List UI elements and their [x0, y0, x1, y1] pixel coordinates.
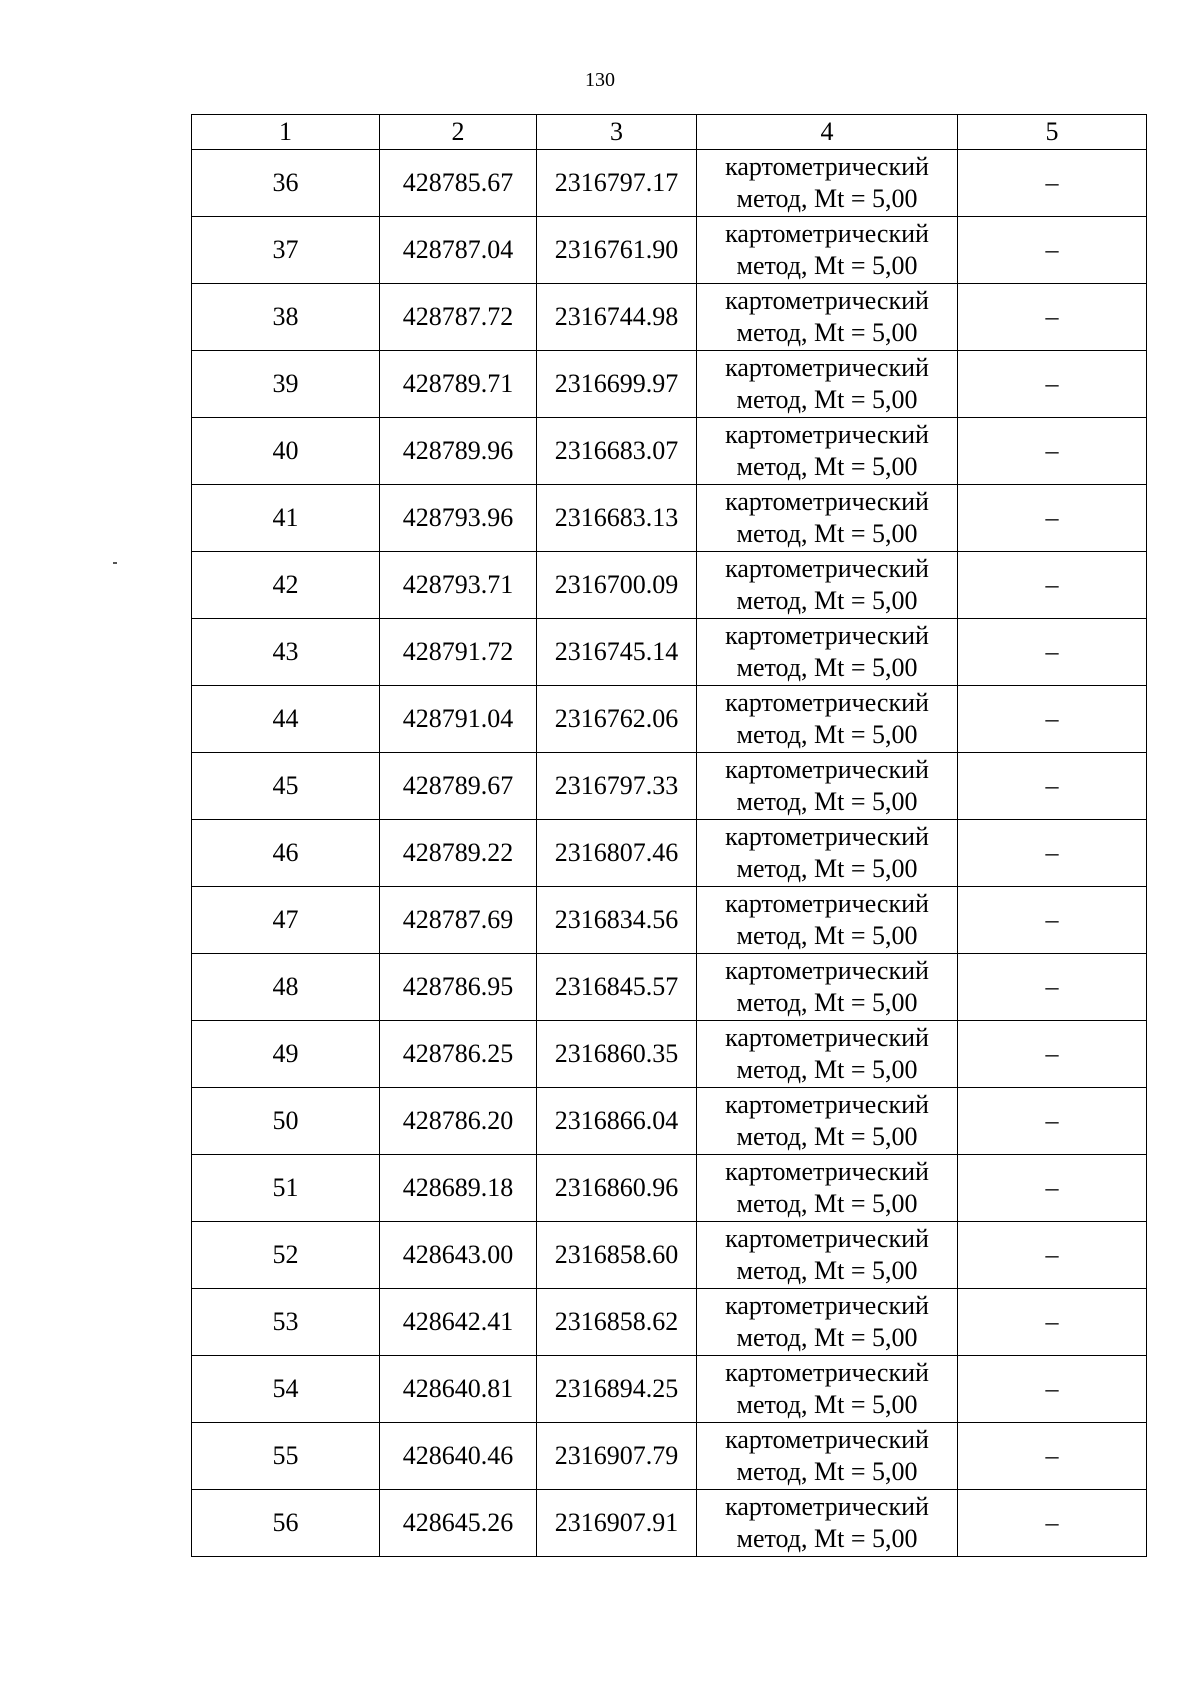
table-row [192, 887, 1147, 954]
method-line-1: картометрический [725, 822, 929, 851]
note-cell: – [958, 284, 1147, 351]
table-row [192, 418, 1147, 485]
method-line-2: метод, Mt = 5,00 [736, 1457, 918, 1486]
x-coordinate-cell: 428785.67 [380, 150, 537, 217]
method-cell [697, 1021, 958, 1088]
method-cell [697, 217, 958, 284]
column-number-cell: 2 [380, 115, 537, 150]
method-line-2: метод, Mt = 5,00 [736, 251, 918, 280]
note-cell: – [958, 485, 1147, 552]
x-coordinate-cell: 428789.22 [380, 820, 537, 887]
method-line-1: картометрический [725, 420, 929, 449]
method-cell [697, 1490, 958, 1557]
method-line-1: картометрический [725, 688, 929, 717]
point-number-cell: 52 [192, 1222, 380, 1289]
note-cell: – [958, 619, 1147, 686]
method-cell [697, 1423, 958, 1490]
note-cell: – [958, 820, 1147, 887]
method-line-2: метод, Mt = 5,00 [736, 519, 918, 548]
y-coordinate-cell: 2316894.25 [537, 1356, 697, 1423]
method-line-2: метод, Mt = 5,00 [736, 921, 918, 950]
point-number-cell: 53 [192, 1289, 380, 1356]
note-cell: – [958, 954, 1147, 1021]
x-coordinate-cell: 428640.46 [380, 1423, 537, 1490]
table-row [192, 552, 1147, 619]
y-coordinate-cell: 2316858.60 [537, 1222, 697, 1289]
x-coordinate-cell: 428643.00 [380, 1222, 537, 1289]
y-coordinate-cell: 2316807.46 [537, 820, 697, 887]
method-line-1: картометрический [725, 1023, 929, 1052]
point-number-cell: 48 [192, 954, 380, 1021]
x-coordinate-cell: 428645.26 [380, 1490, 537, 1557]
point-number-cell: 56 [192, 1490, 380, 1557]
note-cell: – [958, 351, 1147, 418]
method-cell [697, 753, 958, 820]
point-number-cell: 38 [192, 284, 380, 351]
x-coordinate-cell: 428786.20 [380, 1088, 537, 1155]
method-line-2: метод, Mt = 5,00 [736, 318, 918, 347]
point-number-cell: 43 [192, 619, 380, 686]
method-line-2: метод, Mt = 5,00 [736, 1323, 918, 1352]
method-line-2: метод, Mt = 5,00 [736, 988, 918, 1017]
x-coordinate-cell: 428791.72 [380, 619, 537, 686]
method-cell [697, 954, 958, 1021]
table-row [192, 1423, 1147, 1490]
note-cell: – [958, 1423, 1147, 1490]
method-line-2: метод, Mt = 5,00 [736, 1390, 918, 1419]
point-number-cell: 37 [192, 217, 380, 284]
note-cell: – [958, 1222, 1147, 1289]
point-number-cell: 55 [192, 1423, 380, 1490]
x-coordinate-cell: 428642.41 [380, 1289, 537, 1356]
note-cell: – [958, 1021, 1147, 1088]
method-line-2: метод, Mt = 5,00 [736, 184, 918, 213]
column-number-row [192, 115, 1147, 150]
y-coordinate-cell: 2316860.35 [537, 1021, 697, 1088]
x-coordinate-cell: 428787.69 [380, 887, 537, 954]
y-coordinate-cell: 2316858.62 [537, 1289, 697, 1356]
table-row [192, 1356, 1147, 1423]
method-line-1: картометрический [725, 1224, 929, 1253]
y-coordinate-cell: 2316745.14 [537, 619, 697, 686]
table-row [192, 485, 1147, 552]
column-number-cell: 4 [697, 115, 958, 150]
method-line-2: метод, Mt = 5,00 [736, 1055, 918, 1084]
column-number-cell: 3 [537, 115, 697, 150]
y-coordinate-cell: 2316744.98 [537, 284, 697, 351]
method-line-2: метод, Mt = 5,00 [736, 586, 918, 615]
note-cell: – [958, 753, 1147, 820]
y-coordinate-cell: 2316797.17 [537, 150, 697, 217]
method-cell [697, 1088, 958, 1155]
point-number-cell: 39 [192, 351, 380, 418]
method-line-1: картометрический [725, 219, 929, 248]
note-cell: – [958, 1088, 1147, 1155]
method-line-1: картометрический [725, 286, 929, 315]
x-coordinate-cell: 428789.96 [380, 418, 537, 485]
method-cell [697, 150, 958, 217]
method-cell [697, 1356, 958, 1423]
point-number-cell: 45 [192, 753, 380, 820]
method-cell [697, 485, 958, 552]
table-row [192, 619, 1147, 686]
scan-artifact [113, 562, 117, 564]
note-cell: – [958, 887, 1147, 954]
y-coordinate-cell: 2316797.33 [537, 753, 697, 820]
note-cell: – [958, 418, 1147, 485]
column-number-cell: 1 [192, 115, 380, 150]
column-number-cell: 5 [958, 115, 1147, 150]
method-line-1: картометрический [725, 152, 929, 181]
method-cell [697, 820, 958, 887]
y-coordinate-cell: 2316907.91 [537, 1490, 697, 1557]
point-number-cell: 42 [192, 552, 380, 619]
table-body [192, 115, 1147, 1557]
x-coordinate-cell: 428793.71 [380, 552, 537, 619]
x-coordinate-cell: 428786.25 [380, 1021, 537, 1088]
y-coordinate-cell: 2316699.97 [537, 351, 697, 418]
table-row [192, 1289, 1147, 1356]
y-coordinate-cell: 2316845.57 [537, 954, 697, 1021]
page-number: 130 [585, 69, 615, 91]
x-coordinate-cell: 428640.81 [380, 1356, 537, 1423]
y-coordinate-cell: 2316700.09 [537, 552, 697, 619]
method-line-2: метод, Mt = 5,00 [736, 1122, 918, 1151]
table-row [192, 820, 1147, 887]
method-cell [697, 351, 958, 418]
point-number-cell: 40 [192, 418, 380, 485]
note-cell: – [958, 1155, 1147, 1222]
table-row [192, 686, 1147, 753]
x-coordinate-cell: 428793.96 [380, 485, 537, 552]
method-cell [697, 418, 958, 485]
note-cell: – [958, 552, 1147, 619]
table-row [192, 1021, 1147, 1088]
method-cell [697, 1155, 958, 1222]
point-number-cell: 36 [192, 150, 380, 217]
method-line-1: картометрический [725, 487, 929, 516]
x-coordinate-cell: 428791.04 [380, 686, 537, 753]
note-cell: – [958, 1490, 1147, 1557]
y-coordinate-cell: 2316860.96 [537, 1155, 697, 1222]
method-line-2: метод, Mt = 5,00 [736, 1524, 918, 1553]
method-line-1: картометрический [725, 353, 929, 382]
x-coordinate-cell: 428789.71 [380, 351, 537, 418]
method-line-2: метод, Mt = 5,00 [736, 787, 918, 816]
table-row [192, 217, 1147, 284]
method-line-1: картометрический [725, 1291, 929, 1320]
y-coordinate-cell: 2316683.13 [537, 485, 697, 552]
method-line-1: картометрический [725, 1425, 929, 1454]
method-line-1: картометрический [725, 1492, 929, 1521]
table-row [192, 753, 1147, 820]
table-row [192, 284, 1147, 351]
point-number-cell: 50 [192, 1088, 380, 1155]
note-cell: – [958, 217, 1147, 284]
method-line-2: метод, Mt = 5,00 [736, 854, 918, 883]
x-coordinate-cell: 428787.72 [380, 284, 537, 351]
x-coordinate-cell: 428787.04 [380, 217, 537, 284]
note-cell: – [958, 1289, 1147, 1356]
method-line-1: картометрический [725, 1090, 929, 1119]
method-line-1: картометрический [725, 621, 929, 650]
y-coordinate-cell: 2316866.04 [537, 1088, 697, 1155]
method-line-1: картометрический [725, 554, 929, 583]
y-coordinate-cell: 2316907.79 [537, 1423, 697, 1490]
table-row [192, 150, 1147, 217]
method-line-1: картометрический [725, 755, 929, 784]
method-line-1: картометрический [725, 1157, 929, 1186]
method-line-2: метод, Mt = 5,00 [736, 385, 918, 414]
table-row [192, 1155, 1147, 1222]
method-line-2: метод, Mt = 5,00 [736, 1189, 918, 1218]
table-row [192, 1222, 1147, 1289]
y-coordinate-cell: 2316762.06 [537, 686, 697, 753]
method-line-2: метод, Mt = 5,00 [736, 452, 918, 481]
method-cell [697, 284, 958, 351]
point-number-cell: 54 [192, 1356, 380, 1423]
note-cell: – [958, 686, 1147, 753]
method-line-2: метод, Mt = 5,00 [736, 720, 918, 749]
method-cell [697, 1222, 958, 1289]
y-coordinate-cell: 2316683.07 [537, 418, 697, 485]
method-line-2: метод, Mt = 5,00 [736, 653, 918, 682]
x-coordinate-cell: 428789.67 [380, 753, 537, 820]
method-cell [697, 686, 958, 753]
y-coordinate-cell: 2316834.56 [537, 887, 697, 954]
x-coordinate-cell: 428786.95 [380, 954, 537, 1021]
method-line-1: картометрический [725, 956, 929, 985]
table-row [192, 351, 1147, 418]
table-row [192, 954, 1147, 1021]
coordinates-table [191, 114, 1147, 1557]
table-row [192, 1088, 1147, 1155]
method-cell [697, 552, 958, 619]
point-number-cell: 47 [192, 887, 380, 954]
method-cell [697, 619, 958, 686]
note-cell: – [958, 1356, 1147, 1423]
point-number-cell: 41 [192, 485, 380, 552]
y-coordinate-cell: 2316761.90 [537, 217, 697, 284]
method-cell [697, 1289, 958, 1356]
note-cell: – [958, 150, 1147, 217]
method-line-1: картометрический [725, 889, 929, 918]
point-number-cell: 51 [192, 1155, 380, 1222]
point-number-cell: 44 [192, 686, 380, 753]
method-cell [697, 887, 958, 954]
table-row [192, 1490, 1147, 1557]
point-number-cell: 46 [192, 820, 380, 887]
method-line-2: метод, Mt = 5,00 [736, 1256, 918, 1285]
method-line-1: картометрический [725, 1358, 929, 1387]
x-coordinate-cell: 428689.18 [380, 1155, 537, 1222]
point-number-cell: 49 [192, 1021, 380, 1088]
